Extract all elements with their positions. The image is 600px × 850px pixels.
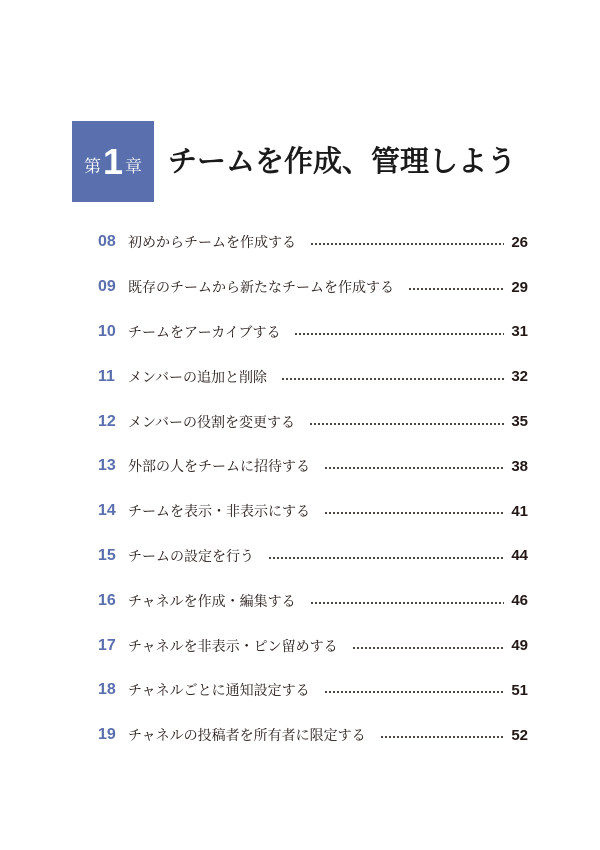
toc-item[interactable] [98, 220, 528, 265]
toc-item-page: 29 [511, 278, 528, 296]
dot-leader [310, 243, 504, 245]
toc-item-page: 52 [511, 726, 528, 744]
toc-item[interactable] [98, 354, 528, 399]
toc-item-number: 17 [98, 636, 116, 654]
toc-item[interactable] [98, 623, 528, 668]
toc-item[interactable] [98, 668, 528, 713]
chapter-prefix: 第 [83, 157, 101, 177]
toc-item[interactable] [98, 265, 528, 310]
toc-item-title: チームの設定を行う [128, 548, 254, 565]
toc-item[interactable] [98, 534, 528, 579]
dot-leader [310, 602, 504, 604]
toc-item[interactable] [98, 444, 528, 489]
toc-item-title: 初めからチームを作成する [128, 235, 296, 252]
toc-item-page: 38 [511, 457, 528, 475]
toc-item-page: 51 [511, 681, 528, 699]
chapter-title: チームを作成、管理しよう [168, 144, 517, 178]
toc-item-title: チャネルごとに通知設定する [128, 683, 310, 700]
toc-item-title: チャネルを非表示・ピン留めする [128, 638, 338, 655]
toc-item-number: 10 [98, 322, 116, 340]
toc-item-title: チャネルを作成・編集する [128, 593, 296, 610]
dot-leader [268, 557, 504, 559]
toc-item-number: 14 [98, 502, 116, 520]
toc-item-number: 15 [98, 546, 116, 564]
toc-item-title: 外部の人をチームに招待する [128, 459, 310, 476]
toc-item[interactable] [98, 578, 528, 623]
toc-item-title: チームをアーカイブする [128, 324, 281, 341]
dot-leader [324, 512, 504, 514]
dot-leader [352, 647, 504, 649]
toc-item-title: メンバーの役割を変更する [128, 414, 296, 431]
toc-item-title: チャネルの投稿者を所有者に限定する [128, 728, 366, 745]
dot-leader [281, 378, 504, 380]
toc-item-number: 19 [98, 726, 116, 744]
toc-item-page: 44 [511, 547, 528, 565]
toc-item-title: チームを表示・非表示にする [128, 504, 310, 521]
toc-item-number: 12 [98, 412, 116, 430]
chapter-number: 1 [102, 140, 124, 182]
toc-item-page: 49 [511, 637, 528, 655]
toc-item-number: 18 [98, 681, 116, 699]
chapter-badge [72, 121, 154, 202]
dot-leader [324, 691, 504, 693]
toc-item-number: 08 [98, 233, 116, 251]
toc-item-number: 11 [98, 367, 115, 385]
toc-item-title: 既存のチームから新たなチームを作成する [128, 280, 394, 297]
toc-item[interactable] [98, 713, 528, 758]
toc-item-number: 16 [98, 591, 116, 609]
dot-leader [324, 467, 504, 469]
toc-item-title: メンバーの追加と削除 [128, 369, 268, 386]
toc-item-page: 35 [511, 413, 528, 431]
toc-item-page: 41 [511, 502, 528, 520]
toc-item-page: 31 [511, 323, 528, 341]
dot-leader [294, 333, 504, 335]
table-of-contents [98, 220, 528, 758]
toc-item-page: 26 [511, 233, 528, 251]
toc-item-number: 09 [98, 278, 116, 296]
dot-leader [380, 736, 504, 738]
toc-item-page: 32 [511, 368, 528, 386]
dot-leader [309, 423, 504, 425]
dot-leader [408, 288, 504, 290]
toc-item[interactable] [98, 489, 528, 534]
chapter-suffix: 章 [125, 157, 143, 177]
toc-item-number: 13 [98, 457, 116, 475]
toc-item-page: 46 [511, 592, 528, 610]
toc-item[interactable] [98, 399, 528, 444]
toc-item[interactable] [98, 310, 528, 355]
